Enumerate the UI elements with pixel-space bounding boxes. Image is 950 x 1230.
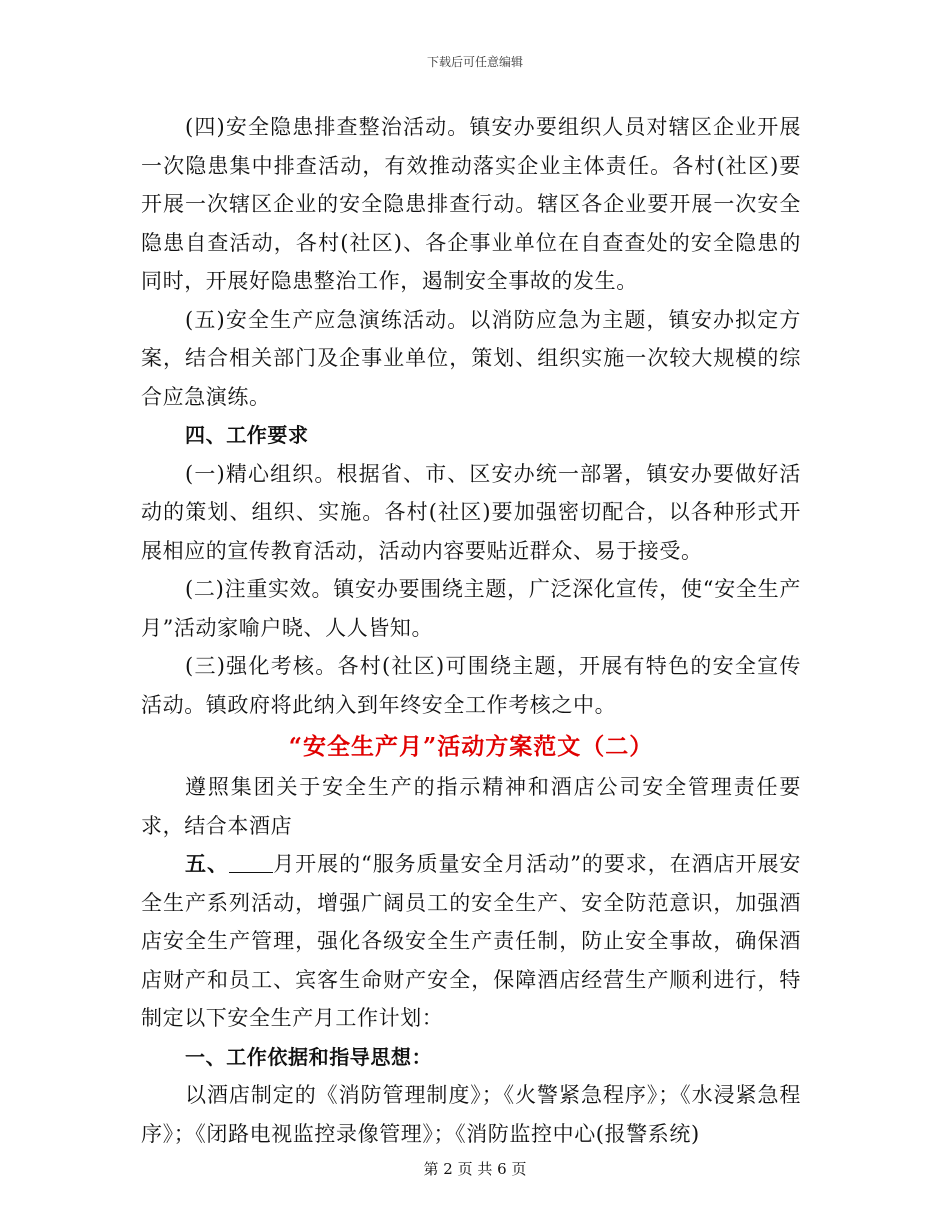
paragraph-emergency-drill: (五)安全生产应急演练活动。以消防应急为主题，镇安办拟定方案，结合相关部门及企事业单位，策划、组织实施一次较大规模的综合应急演练。 [141,307,801,409]
paragraph-careful-organization: (一)精心组织。根据省、市、区安办统一部署，镇安办要做好活动的策划、组织、实施。各村(社区)要加强密切配合，以各种形式开展相应的宣传教育活动，活动内容要贴近群众、易于接受。 [141,461,801,563]
paragraph-section-five [141,845,801,1038]
blank-underline [229,871,273,873]
section-heading-basis: 一、工作依据和指导思想： [185,1044,433,1069]
page-footer: 第 2 页 共 6 页 [423,1160,527,1178]
paragraph-regulations: 以酒店制定的《消防管理制度》；《火警紧急程序》；《水浸紧急程序》；《闭路电视监控录像管理》；《消防监控中心(报警系统) [141,1083,801,1146]
section-five-text: 月开展的“服务质量安全月活动”的要求，在酒店开展安全生产系列活动，增强广阔员工的安全生产、安全防范意识，加强酒店安全生产管理，强化各级安全生产责任制，防止安全事故，确保酒店财产和员工、宾客生命财产安全，保障酒店经营生产顺利进行，特制定以下安全生产月工作计划： [141,852,801,1030]
paragraph-focus-effectiveness: (二)注重实效。镇安办要围绕主题，广泛深化宣传，使“安全生产月”活动家喻户晓、人人皆知。 [141,577,801,640]
document-title: “安全生产月”活动方案范文（二） [288,733,654,760]
document-body [141,108,801,1153]
paragraph-intro: 遵照集团关于安全生产的指示精神和酒店公司安全管理责任要求，结合本酒店 [141,775,801,838]
paragraph-strengthen-assessment: (三)强化考核。各村(社区)可围绕主题，开展有特色的安全宣传活动。镇政府将此纳入到年终安全工作考核之中。 [141,654,801,717]
paragraph-hazard-inspection: (四)安全隐患排查整治活动。镇安办要组织人员对辖区企业开展一次隐患集中排查活动，有效推动落实企业主体责任。各村(社区)要开展一次辖区企业的安全隐患排查行动。辖区各企业要开展一次安全隐患自查活动，各村(社区)、各企事业单位在自查查处的安全隐患的同时，开展好隐患整治工作，遏制安全事故的发生。 [141,115,801,293]
header-note: 下载后可任意编辑 [426,55,523,69]
section-five-label: 五、 [185,851,229,876]
section-heading-work-requirements: 四、工作要求 [185,423,309,447]
